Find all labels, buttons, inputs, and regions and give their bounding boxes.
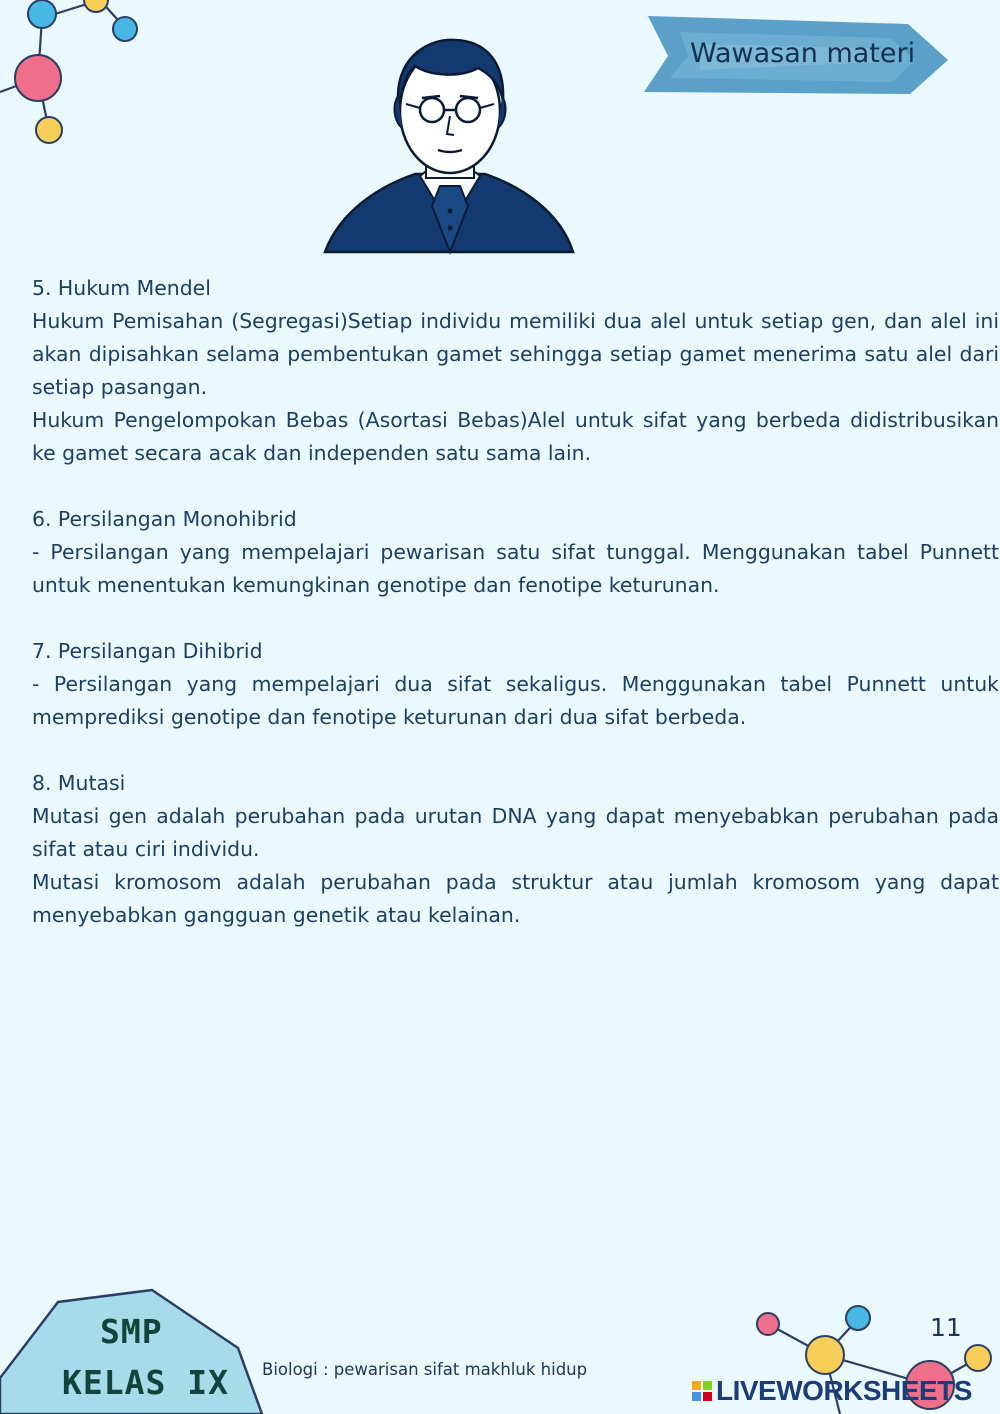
liveworksheets-logo: [692, 1376, 972, 1406]
section-title: 8. Mutasi: [32, 771, 126, 795]
content-body: [32, 272, 999, 965]
section-hukum-mendel: [32, 272, 999, 470]
section-paragraph: - Persilangan yang mempelajari pewarisan satu sifat tunggal. Menggunakan tabel Punnett untuk menentukan kemungkinan genotipe dan fenotipe keturunan.: [32, 540, 999, 597]
section-title: 5. Hukum Mendel: [32, 276, 211, 300]
section-monohibrid: [32, 503, 999, 602]
school-level-label: SMP: [100, 1312, 163, 1351]
section-title: 6. Persilangan Monohibrid: [32, 507, 297, 531]
section-paragraph: Mutasi kromosom adalah perubahan pada struktur atau jumlah kromosom yang dapat menyebabkan gangguan genetik atau kelainan.: [32, 870, 999, 927]
section-dihibrid: [32, 635, 999, 734]
page-number: 11: [930, 1313, 962, 1342]
section-paragraph: Hukum Pengelompokan Bebas (Asortasi Bebas)Alel untuk sifat yang berbeda didistribusikan ke gamet secara acak dan independen satu sama lain.: [32, 408, 999, 465]
banner-title: Wawasan materi: [690, 38, 916, 69]
section-paragraph: - Persilangan yang mempelajari dua sifat sekaligus. Menggunakan tabel Punnett untuk memprediksi genotipe dan fenotipe keturunan dari dua sifat berbeda.: [32, 672, 999, 729]
section-title: 7. Persilangan Dihibrid: [32, 639, 263, 663]
section-paragraph: Hukum Pemisahan (Segregasi)Setiap individu memiliki dua alel untuk setiap gen, dan alel ini akan dipisahkan selama pembentukan gamet sehingga setiap gamet menerima satu alel dari setiap pasangan.: [32, 309, 999, 399]
molecule-decoration-top-left-icon: [0, 0, 150, 150]
subject-caption: Biologi : pewarisan sifat makhluk hidup: [262, 1360, 588, 1379]
section-mutasi: [32, 767, 999, 932]
section-paragraph: Mutasi gen adalah perubahan pada urutan DNA yang dapat menyebabkan perubahan pada sifat atau ciri individu.: [32, 804, 999, 861]
scientist-portrait-icon: [320, 36, 580, 256]
liveworksheets-logo-icon: [692, 1381, 712, 1401]
class-label: KELAS IX: [62, 1363, 229, 1402]
liveworksheets-watermark: LIVEWORKSHEETS: [716, 1375, 972, 1406]
